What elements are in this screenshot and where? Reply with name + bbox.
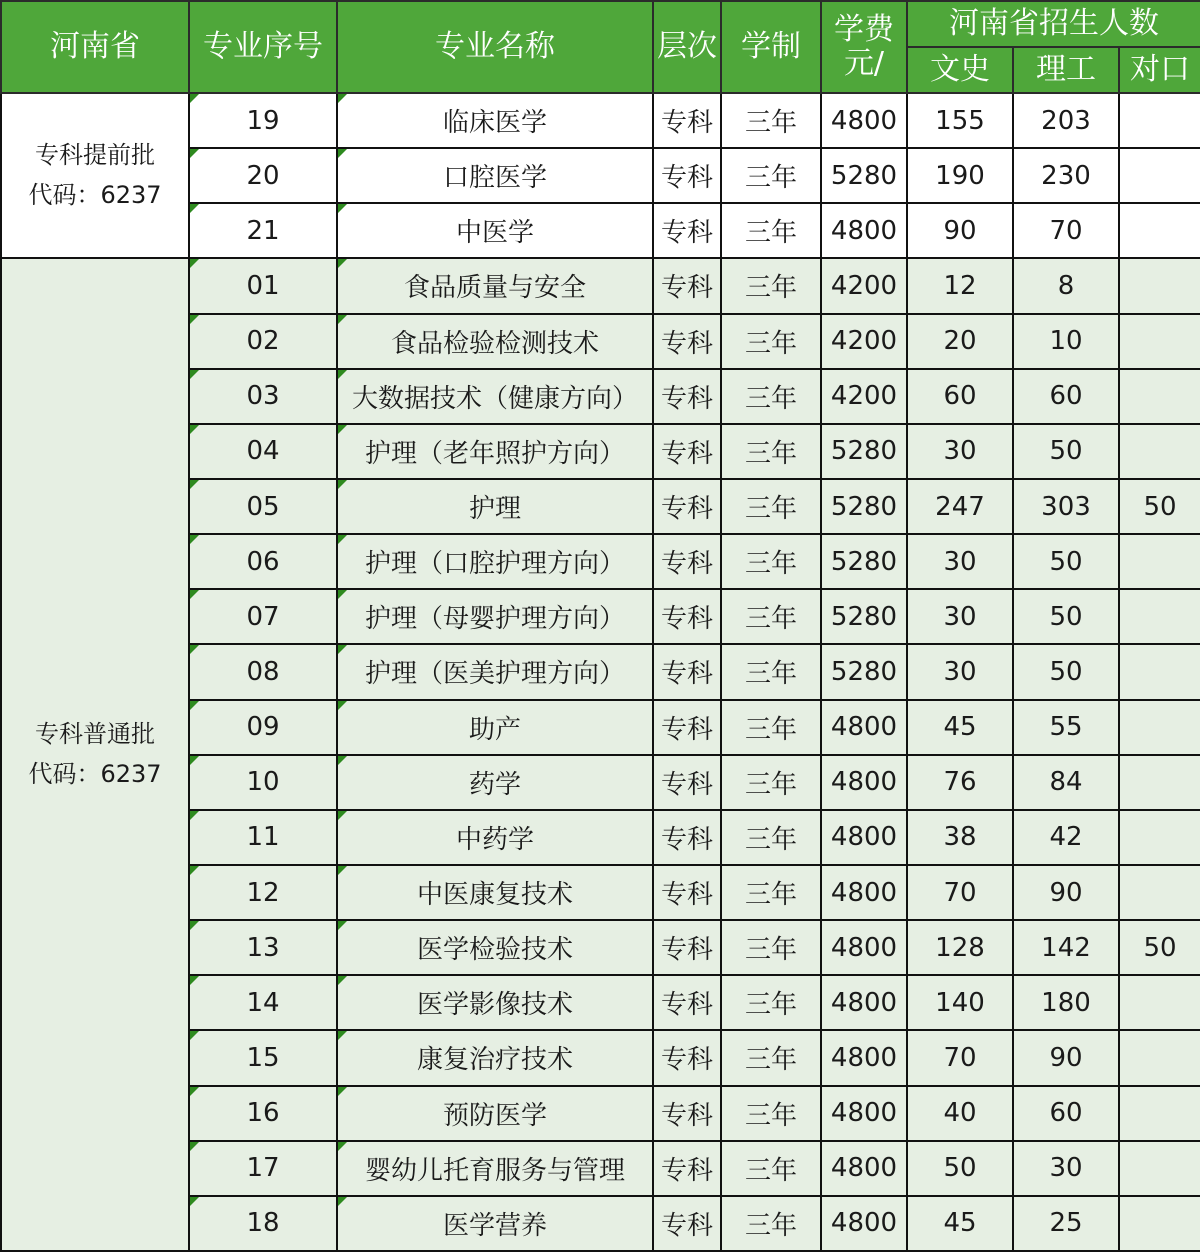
- quota-duikou-cell: [1119, 1086, 1200, 1141]
- quota-ligong-cell: 70: [1013, 203, 1119, 258]
- quota-duikou-cell: [1119, 258, 1200, 313]
- quota-wenshi-cell: 45: [907, 1196, 1013, 1251]
- level-cell: 专科: [653, 369, 721, 424]
- level-cell: 专科: [653, 1030, 721, 1085]
- quota-wenshi-cell: 155: [907, 93, 1013, 148]
- tuition-cell: 4800: [821, 1086, 907, 1141]
- quota-ligong-cell: 50: [1013, 589, 1119, 644]
- duration-cell: 三年: [721, 1030, 821, 1085]
- quota-wenshi-cell: 90: [907, 203, 1013, 258]
- quota-ligong-cell: 230: [1013, 148, 1119, 203]
- level-cell: 专科: [653, 589, 721, 644]
- header-duikou: 对口: [1119, 47, 1200, 93]
- table-row: [1, 258, 1200, 313]
- quota-ligong-cell: 60: [1013, 369, 1119, 424]
- seq-cell: 17: [189, 1141, 337, 1196]
- seq-cell: 07: [189, 589, 337, 644]
- quota-duikou-cell: [1119, 810, 1200, 865]
- major-name-cell: 食品质量与安全: [337, 258, 653, 313]
- quota-ligong-cell: 84: [1013, 755, 1119, 810]
- batch-name: 专科提前批: [35, 141, 155, 170]
- quota-wenshi-cell: 12: [907, 258, 1013, 313]
- major-name-cell: 医学影像技术: [337, 975, 653, 1030]
- duration-cell: 三年: [721, 424, 821, 479]
- duration-cell: 三年: [721, 93, 821, 148]
- quota-duikou-cell: [1119, 93, 1200, 148]
- duration-cell: 三年: [721, 810, 821, 865]
- quota-ligong-cell: 55: [1013, 700, 1119, 755]
- tuition-cell: 5280: [821, 644, 907, 699]
- seq-cell: 04: [189, 424, 337, 479]
- seq-cell: 02: [189, 314, 337, 369]
- header-seq: 专业序号: [189, 1, 337, 93]
- header-level: 层次: [653, 1, 721, 93]
- quota-wenshi-cell: 38: [907, 810, 1013, 865]
- seq-cell: 01: [189, 258, 337, 313]
- quota-duikou-cell: [1119, 203, 1200, 258]
- level-cell: 专科: [653, 920, 721, 975]
- level-cell: 专科: [653, 810, 721, 865]
- tuition-cell: 4800: [821, 865, 907, 920]
- quota-ligong-cell: 180: [1013, 975, 1119, 1030]
- seq-cell: 18: [189, 1196, 337, 1251]
- seq-cell: 19: [189, 93, 337, 148]
- major-name-cell: 临床医学: [337, 93, 653, 148]
- major-name-cell: 药学: [337, 755, 653, 810]
- seq-cell: 12: [189, 865, 337, 920]
- level-cell: 专科: [653, 644, 721, 699]
- quota-duikou-cell: [1119, 314, 1200, 369]
- duration-cell: 三年: [721, 644, 821, 699]
- seq-cell: 10: [189, 755, 337, 810]
- seq-cell: 08: [189, 644, 337, 699]
- header-duration: 学制: [721, 1, 821, 93]
- quota-wenshi-cell: 60: [907, 369, 1013, 424]
- quota-duikou-cell: [1119, 1196, 1200, 1251]
- level-cell: 专科: [653, 865, 721, 920]
- quota-wenshi-cell: 70: [907, 1030, 1013, 1085]
- duration-cell: 三年: [721, 865, 821, 920]
- quota-duikou-cell: [1119, 1141, 1200, 1196]
- header-ligong: 理工: [1013, 47, 1119, 93]
- quota-wenshi-cell: 30: [907, 424, 1013, 479]
- quota-ligong-cell: 50: [1013, 534, 1119, 589]
- level-cell: 专科: [653, 314, 721, 369]
- table-header: [1, 1, 1200, 93]
- major-name-cell: 护理（母婴护理方向）: [337, 589, 653, 644]
- quota-wenshi-cell: 20: [907, 314, 1013, 369]
- tuition-cell: 4800: [821, 755, 907, 810]
- seq-cell: 14: [189, 975, 337, 1030]
- batch-name: 专科普通批: [35, 720, 155, 749]
- quota-ligong-cell: 30: [1013, 1141, 1119, 1196]
- duration-cell: 三年: [721, 258, 821, 313]
- duration-cell: 三年: [721, 975, 821, 1030]
- quota-duikou-cell: [1119, 589, 1200, 644]
- level-cell: 专科: [653, 93, 721, 148]
- duration-cell: 三年: [721, 148, 821, 203]
- quota-duikou-cell: [1119, 644, 1200, 699]
- seq-cell: 15: [189, 1030, 337, 1085]
- quota-duikou-cell: [1119, 1030, 1200, 1085]
- tuition-cell: 5280: [821, 479, 907, 534]
- quota-duikou-cell: [1119, 755, 1200, 810]
- quota-wenshi-cell: 45: [907, 700, 1013, 755]
- level-cell: 专科: [653, 1196, 721, 1251]
- table-body: [1, 93, 1200, 1251]
- level-cell: 专科: [653, 1141, 721, 1196]
- major-name-cell: 医学检验技术: [337, 920, 653, 975]
- duration-cell: 三年: [721, 755, 821, 810]
- quota-duikou-cell: [1119, 369, 1200, 424]
- level-cell: 专科: [653, 700, 721, 755]
- quota-wenshi-cell: 50: [907, 1141, 1013, 1196]
- level-cell: 专科: [653, 1086, 721, 1141]
- quota-ligong-cell: 142: [1013, 920, 1119, 975]
- quota-wenshi-cell: 140: [907, 975, 1013, 1030]
- tuition-cell: 4200: [821, 258, 907, 313]
- tuition-cell: 4800: [821, 975, 907, 1030]
- major-name-cell: 预防医学: [337, 1086, 653, 1141]
- duration-cell: 三年: [721, 589, 821, 644]
- tuition-cell: 5280: [821, 148, 907, 203]
- quota-duikou-cell: [1119, 700, 1200, 755]
- header-quota: 河南省招生人数: [907, 1, 1200, 47]
- seq-cell: 06: [189, 534, 337, 589]
- duration-cell: 三年: [721, 534, 821, 589]
- quota-duikou-cell: [1119, 534, 1200, 589]
- tuition-cell: 4200: [821, 369, 907, 424]
- duration-cell: 三年: [721, 369, 821, 424]
- duration-cell: 三年: [721, 479, 821, 534]
- seq-cell: 03: [189, 369, 337, 424]
- tuition-cell: 4800: [821, 1141, 907, 1196]
- level-cell: 专科: [653, 148, 721, 203]
- level-cell: 专科: [653, 479, 721, 534]
- major-name-cell: 医学营养: [337, 1196, 653, 1251]
- batch-code: 代码：6237: [28, 759, 162, 788]
- quota-ligong-cell: 10: [1013, 314, 1119, 369]
- level-cell: 专科: [653, 424, 721, 479]
- seq-cell: 05: [189, 479, 337, 534]
- major-name-cell: 中药学: [337, 810, 653, 865]
- major-name-cell: 食品检验检测技术: [337, 314, 653, 369]
- tuition-cell: 4800: [821, 1030, 907, 1085]
- table-row: [1, 93, 1200, 148]
- quota-wenshi-cell: 40: [907, 1086, 1013, 1141]
- tuition-cell: 4800: [821, 700, 907, 755]
- batch-label-cell: [1, 258, 189, 1251]
- quota-ligong-cell: 303: [1013, 479, 1119, 534]
- quota-wenshi-cell: 190: [907, 148, 1013, 203]
- quota-wenshi-cell: 128: [907, 920, 1013, 975]
- seq-cell: 16: [189, 1086, 337, 1141]
- seq-cell: 20: [189, 148, 337, 203]
- quota-ligong-cell: 50: [1013, 644, 1119, 699]
- level-cell: 专科: [653, 975, 721, 1030]
- tuition-cell: 5280: [821, 534, 907, 589]
- duration-cell: 三年: [721, 920, 821, 975]
- major-name-cell: 中医康复技术: [337, 865, 653, 920]
- seq-cell: 21: [189, 203, 337, 258]
- duration-cell: 三年: [721, 1141, 821, 1196]
- header-wenshi: 文史: [907, 47, 1013, 93]
- major-name-cell: 婴幼儿托育服务与管理: [337, 1141, 653, 1196]
- quota-ligong-cell: 8: [1013, 258, 1119, 313]
- seq-cell: 11: [189, 810, 337, 865]
- level-cell: 专科: [653, 203, 721, 258]
- tuition-cell: 4800: [821, 203, 907, 258]
- quota-wenshi-cell: 30: [907, 534, 1013, 589]
- quota-ligong-cell: 90: [1013, 865, 1119, 920]
- tuition-cell: 4800: [821, 810, 907, 865]
- quota-wenshi-cell: 70: [907, 865, 1013, 920]
- major-name-cell: 助产: [337, 700, 653, 755]
- tuition-cell: 4800: [821, 920, 907, 975]
- tuition-cell: 5280: [821, 424, 907, 479]
- quota-ligong-cell: 50: [1013, 424, 1119, 479]
- quota-duikou-cell: [1119, 148, 1200, 203]
- seq-cell: 13: [189, 920, 337, 975]
- tuition-cell: 4800: [821, 93, 907, 148]
- tuition-cell: 4800: [821, 1196, 907, 1251]
- seq-cell: 09: [189, 700, 337, 755]
- batch-label-cell: [1, 93, 189, 258]
- major-name-cell: 大数据技术（健康方向）: [337, 369, 653, 424]
- major-name-cell: 中医学: [337, 203, 653, 258]
- quota-duikou-cell: [1119, 424, 1200, 479]
- quota-wenshi-cell: 76: [907, 755, 1013, 810]
- duration-cell: 三年: [721, 314, 821, 369]
- header-province: 河南省: [1, 1, 189, 93]
- major-name-cell: 口腔医学: [337, 148, 653, 203]
- duration-cell: 三年: [721, 700, 821, 755]
- duration-cell: 三年: [721, 203, 821, 258]
- tuition-cell: 5280: [821, 589, 907, 644]
- header-name: 专业名称: [337, 1, 653, 93]
- tuition-cell: 4200: [821, 314, 907, 369]
- quota-duikou-cell: 50: [1119, 479, 1200, 534]
- duration-cell: 三年: [721, 1196, 821, 1251]
- quota-ligong-cell: 60: [1013, 1086, 1119, 1141]
- level-cell: 专科: [653, 755, 721, 810]
- quota-duikou-cell: [1119, 975, 1200, 1030]
- quota-duikou-cell: [1119, 865, 1200, 920]
- level-cell: 专科: [653, 258, 721, 313]
- major-name-cell: 护理: [337, 479, 653, 534]
- major-name-cell: 护理（老年照护方向）: [337, 424, 653, 479]
- major-name-cell: 护理（医美护理方向）: [337, 644, 653, 699]
- major-name-cell: 护理（口腔护理方向）: [337, 534, 653, 589]
- quota-ligong-cell: 25: [1013, 1196, 1119, 1251]
- duration-cell: 三年: [721, 1086, 821, 1141]
- quota-duikou-cell: 50: [1119, 920, 1200, 975]
- quota-ligong-cell: 42: [1013, 810, 1119, 865]
- major-name-cell: 康复治疗技术: [337, 1030, 653, 1085]
- header-tuition: 学费元/: [821, 1, 907, 93]
- quota-ligong-cell: 203: [1013, 93, 1119, 148]
- quota-ligong-cell: 90: [1013, 1030, 1119, 1085]
- quota-wenshi-cell: 247: [907, 479, 1013, 534]
- quota-wenshi-cell: 30: [907, 644, 1013, 699]
- level-cell: 专科: [653, 534, 721, 589]
- batch-code: 代码：6237: [28, 180, 162, 209]
- quota-wenshi-cell: 30: [907, 589, 1013, 644]
